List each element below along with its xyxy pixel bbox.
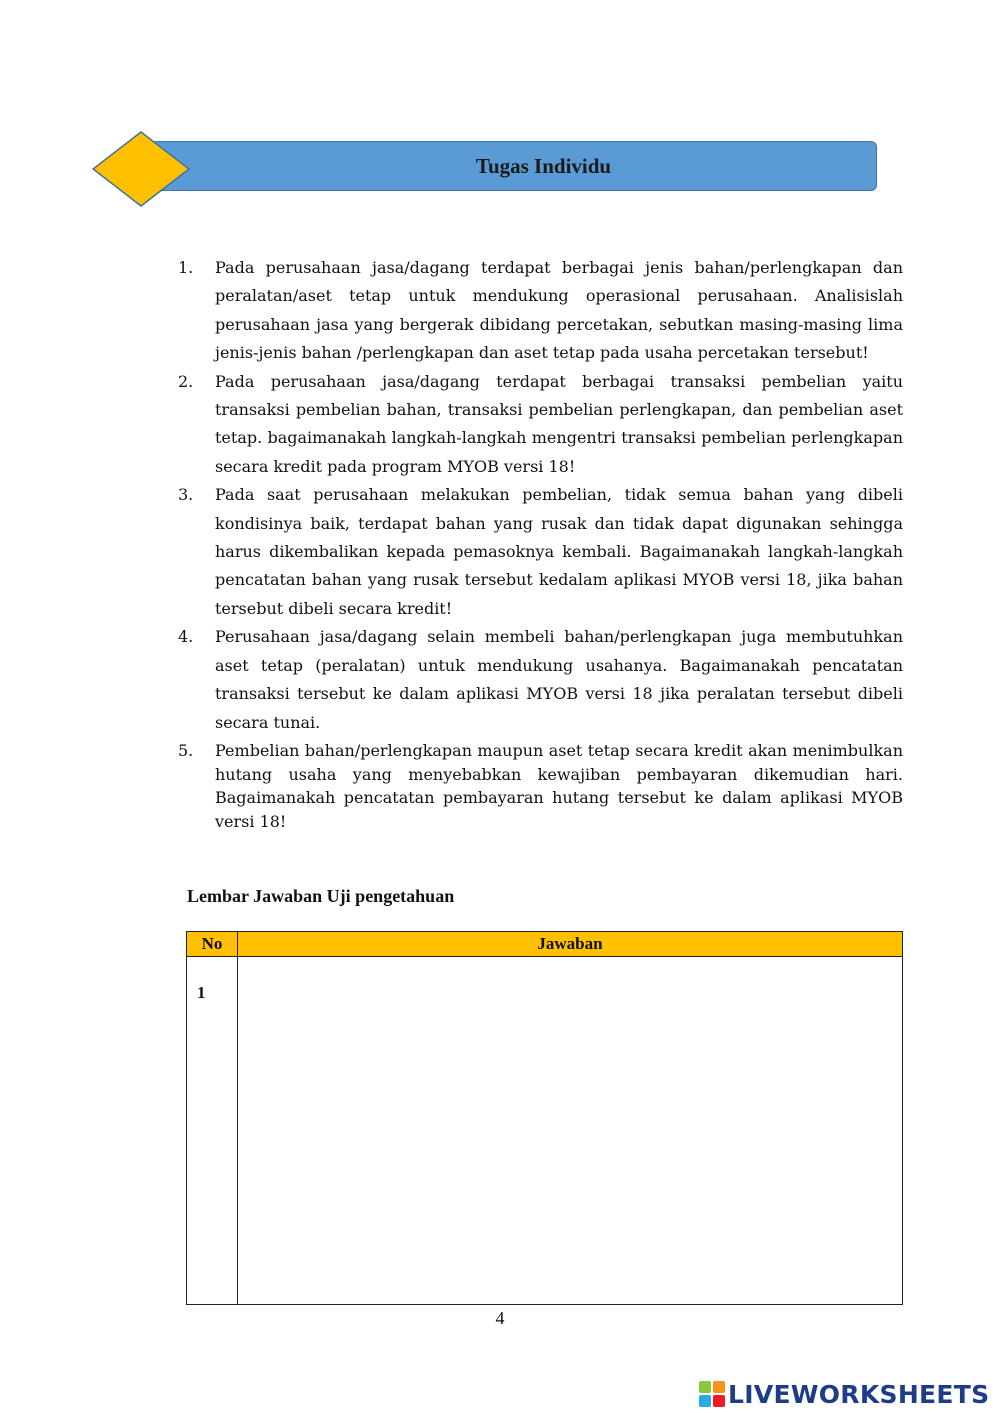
- diamond-icon: [92, 131, 190, 207]
- task-number: 4.: [178, 627, 194, 647]
- table-row: [187, 957, 903, 1305]
- task-item: [178, 481, 903, 623]
- row-number: 1: [187, 957, 238, 1305]
- watermark-text: LIVEWORKSHEETS: [728, 1379, 990, 1409]
- column-header-no: No: [187, 932, 238, 957]
- task-item: [178, 254, 903, 368]
- task-number: 1.: [178, 258, 194, 277]
- answer-sheet-heading: Lembar Jawaban Uji pengetahuan: [187, 886, 455, 906]
- task-list: [178, 254, 903, 833]
- liveworksheets-logo-icon: [698, 1380, 726, 1408]
- page-number: 4: [495, 1308, 505, 1328]
- task-text: Pada perusahaan jasa/dagang terdapat berbagai transaksi pembelian yaitu transaksi pembelian bahan, transaksi pembelian perlengkapan, dan pembelian aset tetap. bagaimanakah langkah-langkah mengentri transaksi pembelian perlengkapan secara kredit pada program MYOB versi 18!: [215, 371, 903, 476]
- task-number: 2.: [178, 371, 194, 391]
- task-text: Pembelian bahan/perlengkapan maupun aset tetap secara kredit akan menimbulkan hutang usaha yang menyebabkan kewajiban pembayaran dikemudian hari. Bagaimanakah pencatatan pembayaran hutang tersebut ke dalam aplikasi MYOB versi 18!: [215, 740, 903, 831]
- task-number: 3.: [178, 485, 194, 505]
- task-number: 5.: [178, 740, 194, 760]
- banner-title: Tugas Individu: [475, 154, 612, 178]
- section-banner: [150, 141, 877, 191]
- task-item: [178, 623, 903, 737]
- answer-table-header: [187, 932, 903, 957]
- task-text: Pada saat perusahaan melakukan pembelian, tidak semua bahan yang dibeli kondisinya baik, terdapat bahan yang rusak dan tidak dapat digunakan sehingga harus dikembalikan kepada pemasoknya kembali. Bagaimanakah langkah-langkah pencatatan bahan yang rusak tersebut kedalam aplikasi MYOB versi 18, jika bahan tersebut dibeli secara kredit!: [215, 485, 903, 618]
- task-item: [178, 368, 903, 482]
- answer-cell[interactable]: [238, 957, 903, 1305]
- watermark: [698, 1378, 989, 1410]
- answer-table: [186, 931, 903, 1305]
- task-text: Pada perusahaan jasa/dagang terdapat berbagai jenis bahan/perlengkapan dan peralatan/aset tetap untuk mendukung operasional perusahaan. Analisislah perusahaan jasa yang bergerak dibidang percetakan, sebutkan masing-masing lima jenis-jenis bahan /perlengkapan dan aset tetap pada usaha percetakan tersebut!: [215, 258, 903, 363]
- column-header-answer: Jawaban: [238, 932, 903, 957]
- task-text: Perusahaan jasa/dagang selain membeli bahan/perlengkapan juga membutuhkan aset tetap (peralatan) untuk mendukung usahanya. Bagaimanakah pencatatan transaksi tersebut ke dalam aplikasi MYOB versi 18 jika peralatan tersebut dibeli secara tunai.: [215, 627, 903, 732]
- task-item: [178, 739, 903, 833]
